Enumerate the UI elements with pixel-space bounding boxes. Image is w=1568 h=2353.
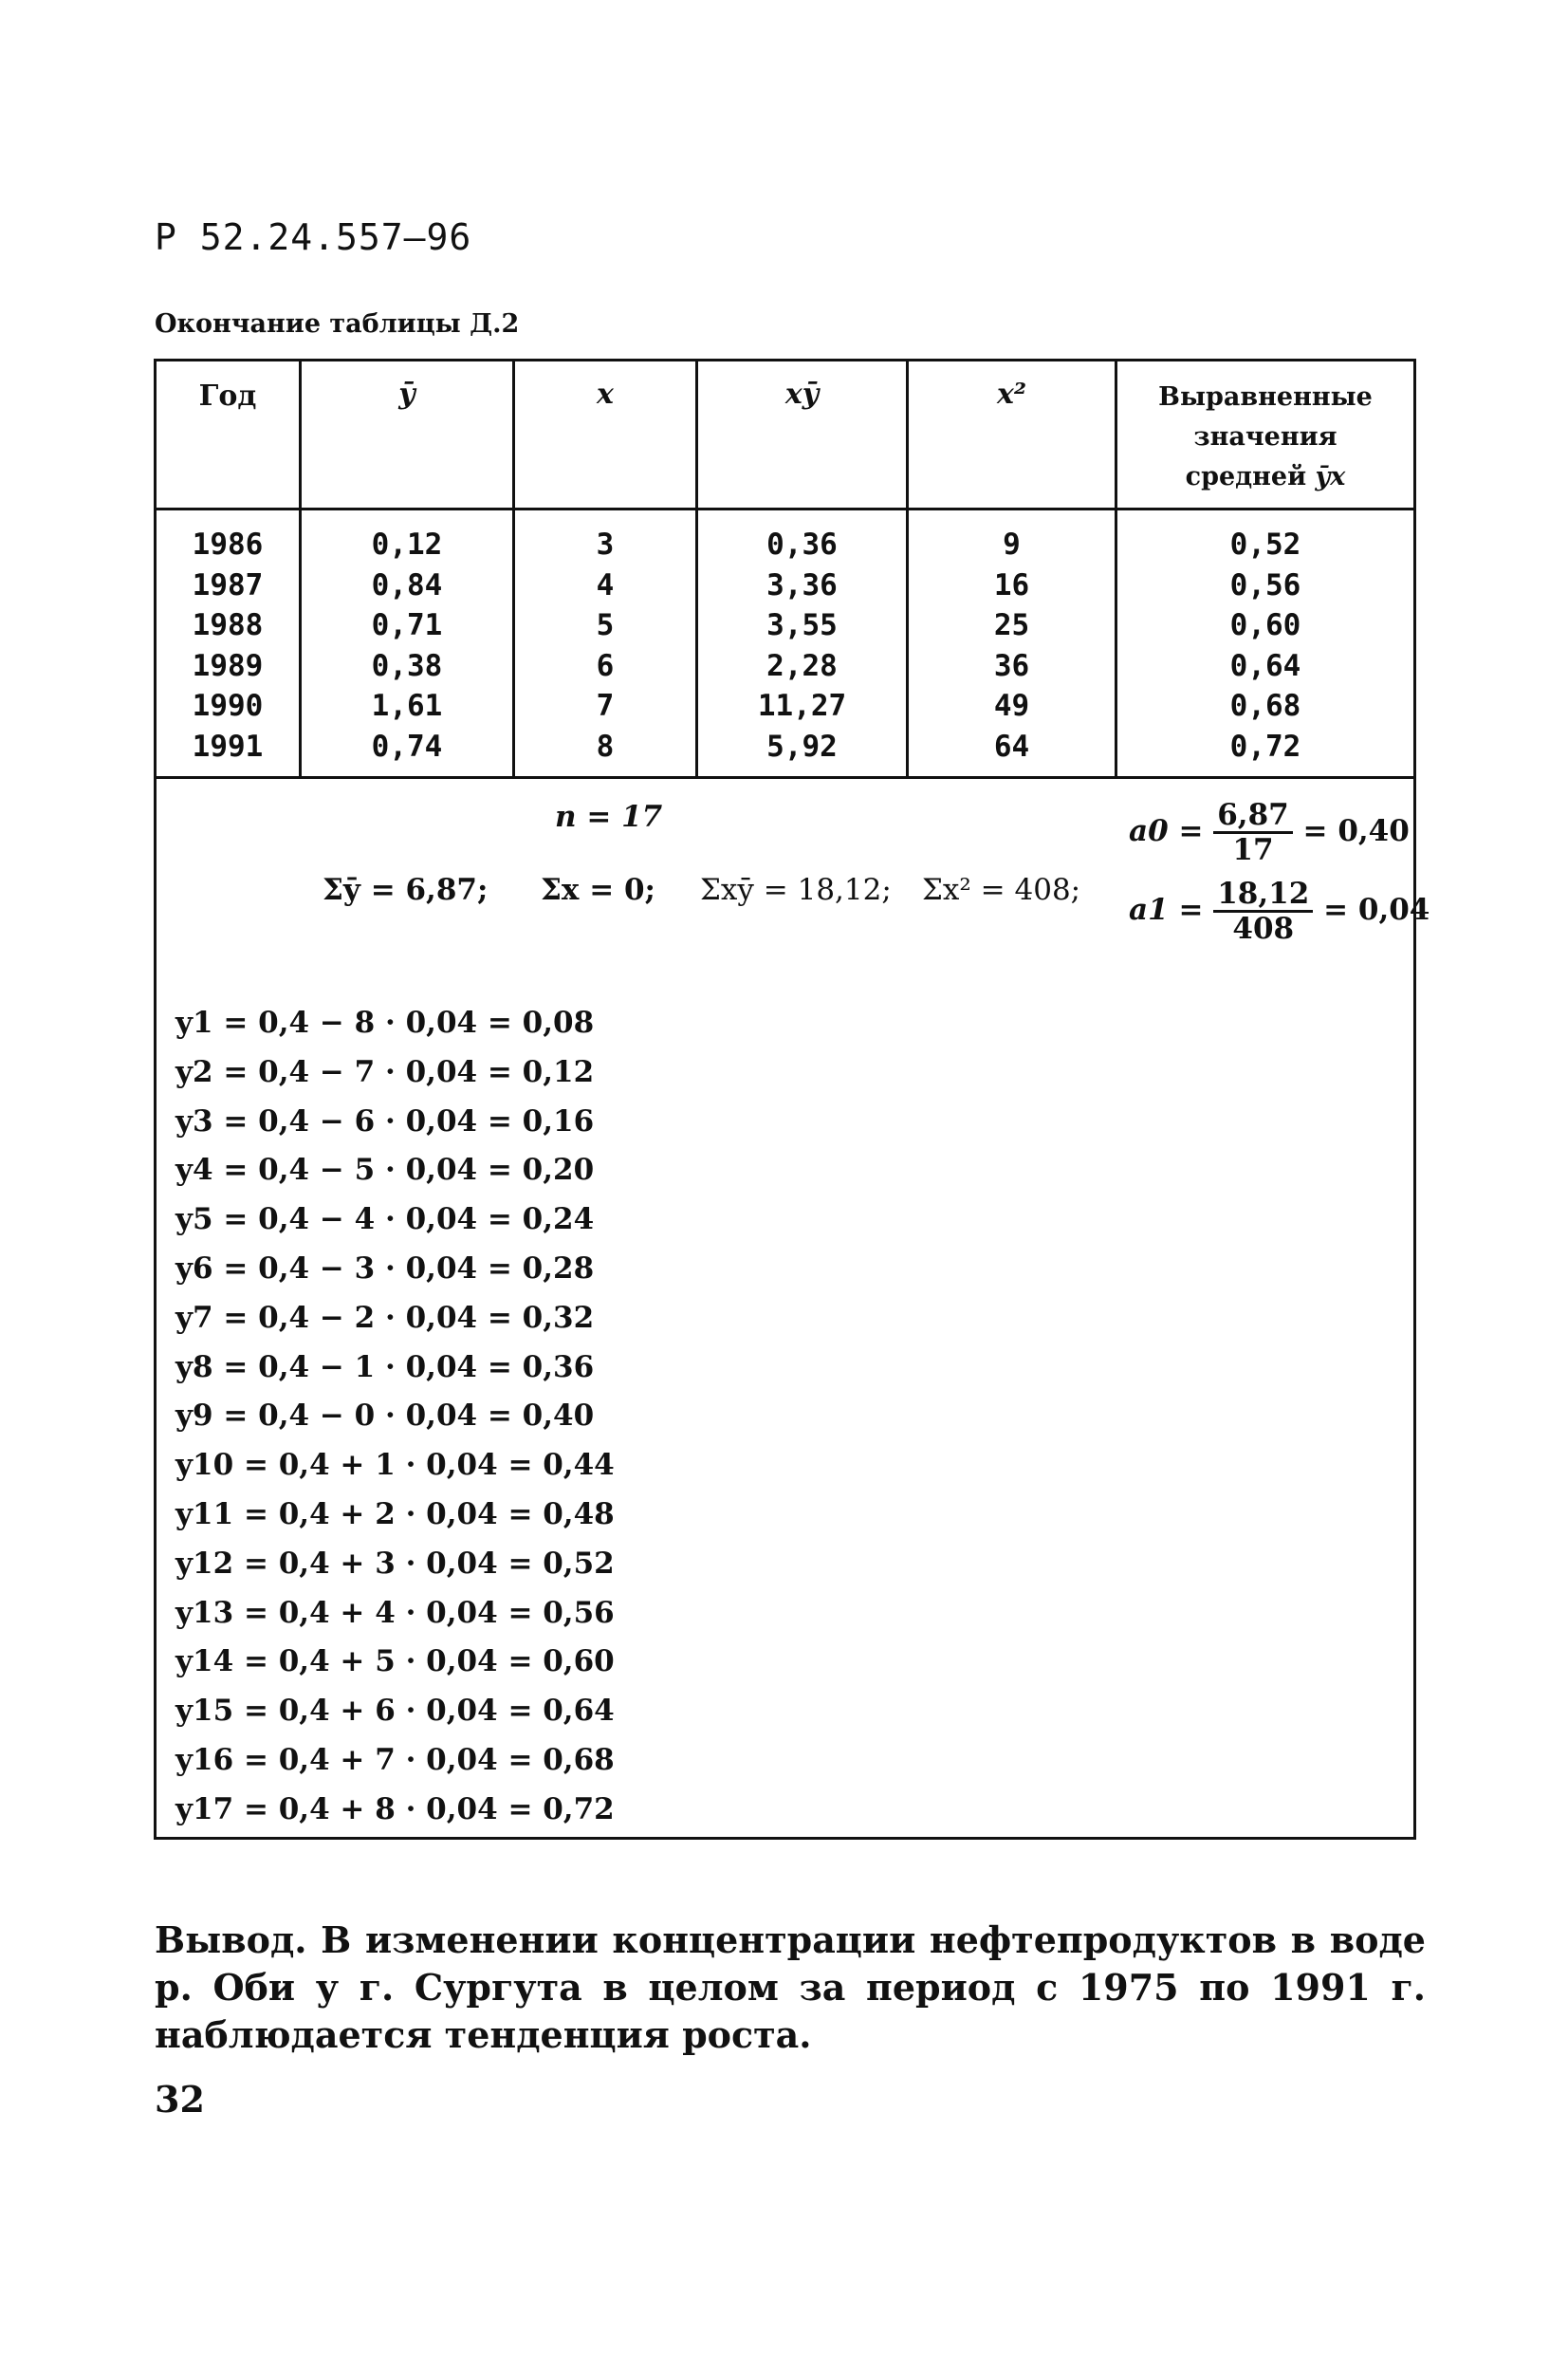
sum-x: Σx = 0; (541, 873, 655, 907)
equation: y2 = 0,4 − 7 · 0,04 = 0,12 (175, 1054, 595, 1089)
fraction: $\frac{18,12}{408}$ (1213, 878, 1313, 945)
page-number: 32 (155, 2078, 205, 2121)
cell: 11,27 (757, 689, 847, 723)
header-xy (698, 378, 906, 411)
cell: 5 (596, 608, 615, 642)
cell: 7 (596, 689, 615, 723)
equation: y16 = 0,4 + 7 · 0,04 = 0,68 (175, 1742, 615, 1777)
header-y-mean (302, 378, 512, 411)
header-x (515, 378, 695, 411)
equation: y10 = 0,4 + 1 · 0,04 = 0,44 (175, 1448, 615, 1483)
equation: y17 = 0,4 + 8 · 0,04 = 0,72 (175, 1791, 615, 1826)
cell: 1989 (192, 648, 264, 683)
cell: 25 (993, 608, 1030, 642)
header-aligned-means (1117, 378, 1413, 497)
header-year: Год (198, 380, 257, 413)
cell: 1986 (192, 528, 264, 562)
cell: 3,36 (766, 567, 838, 602)
body-divider (154, 776, 1416, 779)
col-xy (698, 525, 906, 767)
cell: 16 (993, 567, 1030, 602)
equation: y13 = 0,4 + 4 · 0,04 = 0,56 (175, 1595, 615, 1630)
cell: 0,64 (1229, 648, 1301, 683)
equation: y5 = 0,4 − 4 · 0,04 = 0,24 (175, 1202, 595, 1237)
equation: y8 = 0,4 − 1 · 0,04 = 0,36 (175, 1349, 595, 1384)
header-x-symbol: x (597, 378, 614, 411)
cell: 1990 (192, 689, 264, 723)
header-xy-symbol: xȳ (784, 378, 820, 411)
equations-list (175, 999, 615, 1835)
header-line: средней ȳx (1185, 462, 1346, 491)
document-code: Р 52.24.557—96 (155, 216, 472, 258)
coefficient-a1: a1 = $\frac{18,12}{408}$ = 0,04 (1129, 877, 1430, 946)
cell: 3,55 (766, 608, 838, 642)
cell: 1,61 (371, 689, 443, 723)
coefficient-a0: a0 = $\frac{6,87}{17}$ = 0,40 (1129, 798, 1410, 867)
cell: 36 (993, 648, 1030, 683)
header-divider (154, 508, 1416, 510)
cell: 1991 (192, 729, 264, 764)
cell: 0,68 (1229, 689, 1301, 723)
header-x2-symbol: x² (996, 378, 1027, 411)
cell: 0,71 (371, 608, 443, 642)
col-year (157, 525, 299, 767)
equation: y6 = 0,4 − 3 · 0,04 = 0,28 (175, 1251, 595, 1286)
header-x2 (909, 378, 1115, 411)
cell: 0,74 (371, 729, 443, 764)
equation: y1 = 0,4 − 8 · 0,04 = 0,08 (175, 1006, 595, 1040)
cell: 0,60 (1229, 608, 1301, 642)
sum-y: Σȳ = 6,87; (323, 873, 489, 907)
cell: 49 (993, 689, 1030, 723)
cell: 0,84 (371, 567, 443, 602)
equation: y4 = 0,4 − 5 · 0,04 = 0,20 (175, 1153, 595, 1188)
equation: y14 = 0,4 + 5 · 0,04 = 0,60 (175, 1644, 615, 1679)
cell: 0,52 (1229, 528, 1301, 562)
cell: 4 (596, 567, 615, 602)
cell: 9 (1003, 528, 1021, 562)
col-aligned (1117, 525, 1413, 767)
cell: 0,36 (766, 528, 838, 562)
cell: 8 (596, 729, 615, 764)
equation: y11 = 0,4 + 2 · 0,04 = 0,48 (175, 1496, 615, 1531)
header-y-symbol: ȳ (398, 378, 415, 411)
cell: 0,56 (1229, 567, 1301, 602)
col-x2 (909, 525, 1115, 767)
cell: 2,28 (766, 648, 838, 683)
cell: 1988 (192, 608, 264, 642)
cell: 0,72 (1229, 729, 1301, 764)
cell: 5,92 (766, 729, 838, 764)
header-line: Выравненные (1158, 382, 1373, 412)
equation: y3 = 0,4 − 6 · 0,04 = 0,16 (175, 1103, 595, 1139)
header-line: значения (1193, 422, 1337, 452)
sum-x2: Σx² = 408; (922, 873, 1081, 907)
cell: 0,38 (371, 648, 443, 683)
equation: y12 = 0,4 + 3 · 0,04 = 0,52 (175, 1546, 615, 1581)
cell: 1987 (192, 567, 264, 602)
col-x (515, 525, 695, 767)
cell: 3 (596, 528, 615, 562)
equation: y15 = 0,4 + 6 · 0,04 = 0,64 (175, 1694, 615, 1729)
sum-xy: Σxȳ = 18,12; (700, 873, 892, 907)
cell: 0,12 (371, 528, 443, 562)
cell: 64 (993, 729, 1030, 764)
conclusion-paragraph: Вывод. В изменении концентрации нефтепродуктов в воде р. Оби у г. Сургута в целом за период с 1975 по 1991 г. наблюдается тенденция роста. (155, 1918, 1426, 2056)
col-y (302, 525, 512, 767)
sample-size: n = 17 (555, 800, 663, 834)
equation: y7 = 0,4 − 2 · 0,04 = 0,32 (175, 1300, 595, 1335)
cell: 6 (596, 648, 615, 683)
table-caption: Окончание таблицы Д.2 (155, 309, 520, 339)
equation: y9 = 0,4 − 0 · 0,04 = 0,40 (175, 1399, 595, 1434)
fraction: $\frac{6,87}{17}$ (1213, 799, 1293, 866)
